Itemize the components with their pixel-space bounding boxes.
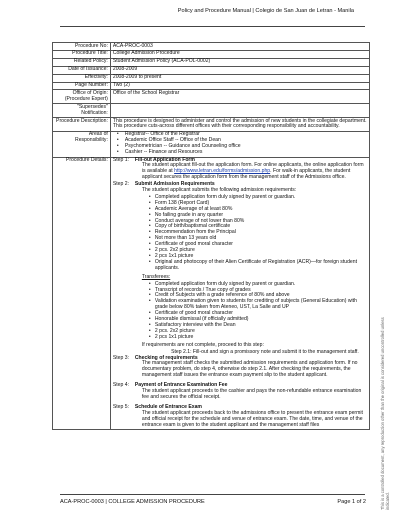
field-row [53,90,370,104]
field-value: Office of the School Registrar [110,90,369,104]
list-item: • Registrar-- Office of the Registrar [117,132,367,138]
field-row [53,66,370,74]
field-value: Two (2) [110,82,369,90]
field-value: 2008-2009 to present [110,74,369,82]
field-row [53,82,370,90]
list-item: • Certificate of good moral character [149,242,367,248]
list-item: • Academic Office Staff -- Office of the Dean [117,138,367,144]
procedure-step [111,182,369,355]
list-item: • Credit of Subjects with a grade reference of 80% and above [149,293,367,299]
step-number: Step 4: [112,382,130,389]
field-value: College Admission Procedure [110,50,369,58]
procedure-table [52,42,370,430]
step-text: The student applicant submits the following admission requirements: [141,187,297,194]
step-title: Payment of Entrance Examination Fee [134,382,228,389]
list-item: • Cashier -- Finance and Resources [117,150,367,156]
list-item: • Certificate of good moral character [149,311,367,317]
step-number: Step 2: [112,181,130,188]
list-item: • Original and photocopy of their Alien Certificate of Registration (ACR)—for foreign student applicants. [149,260,367,272]
list-item: • Recommendation from the Principal [149,230,367,236]
step-text: If requirements are not complete, proceed to this step: [141,341,264,348]
step-text: The student applicant proceeds to the cashier and pays the non-refundable entrance examination fee and secures the official receipt. [141,388,362,400]
list-item: • Conduct average of not lower than 80% [149,219,367,225]
list-item: • Copy of birth/baptismal certificate [149,224,367,230]
list-item: • 2 pcs. 2x2 picture [149,329,367,335]
field-row [53,58,370,66]
list-item: • Transcript of records / True copy of grades [149,288,367,294]
field-label: Procedure Title: [53,50,111,58]
step-title: Submit Admission Requirements [134,181,215,188]
list-item: • 2 pcs 1x1 picture [149,335,367,341]
field-value: This procedure is designed to administer and control the admission of new students in the collegiate department. This procedure cuts-across different offices with their corresponding responsibility and accountability. [110,118,369,132]
step-title: Fill-out Application Form [134,156,195,163]
list-item: • Validation examination given to students for crediting of subjects (General Education) with grade below 80% taken from Ateneo, UST, La Salle and UP [149,299,367,311]
field-value [110,104,369,118]
list-item: • Honorable dismissal (if officially admitted) [149,317,367,323]
procedure-step [111,383,369,402]
list-item: • Not more than 13 years old [149,236,367,242]
step-number: Step 1: [112,156,130,163]
field-label: Procedure Details: [53,157,111,430]
details-row [53,157,370,430]
field-row [53,104,370,118]
list-item: • Completed application form duly signed by parent or guardian. [149,282,367,288]
field-label: Date of Issuance: [53,66,111,74]
step-title: Checking of requirements [134,354,198,361]
admission-form-link[interactable]: http://www.letran.edu/forms/admission.php [174,168,271,175]
footer-document-id: ACA-PROC-0003 | COLLEGE ADMISSION PROCEDURE [60,499,205,505]
list-item: • 2 pcs. 2x2 picture [149,248,367,254]
field-label: Related Policy: [53,58,111,66]
step-text: The student applicant fill-out the application form. For online applicants, the online application form is available at http://www.letran.edu/forms/admission.php. For walk-in applicants, the student applicant secures the application form from the management staff of the Admissions office. [141,162,364,181]
step-note: Step 2.1: Fill-out and sign a promissory note and submit it to the management staff. [171,348,359,355]
field-label: Procedure Description: [53,118,111,132]
list-item: • Form 138 (Report Card) [149,201,367,207]
field-row [53,43,370,51]
list-item: • Completed application form duly signed by parent or guardian. [149,195,367,201]
page-header: Policy and Procedure Manual | Colegio de San Juan de Letran - Manila [177,8,354,14]
step-number: Step 3: [112,354,130,361]
details-content [110,157,369,430]
list-item: • 2 pcs 1x1 picture [149,254,367,260]
field-value [110,131,369,157]
step-text: The management staff checks the submitted admission requirements and application form. If no documentary problem, do step 4, otherwise do step 2.1. After checking the requirements, the management staff issues the entrance exam payment slip to the student applicant. [141,360,358,379]
field-row [53,118,370,132]
procedure-step [111,158,369,183]
procedure-step [111,356,369,381]
header-rule [60,26,365,27]
list-item: • No failing grade in any quarter [149,213,367,219]
responsibility-list [113,132,367,156]
step-number: Step 5: [112,403,130,410]
footer-rule [60,494,365,495]
list-item: • Satisfactory interview with the Dean [149,323,367,329]
requirements-list [135,195,367,272]
controlled-document-note: This is a controlled document, any reproduction other than the original is considered uncontrolled unless indicated. [380,317,390,510]
footer-page-number: Page 1 of 2 [337,499,366,505]
transferees-list [135,282,367,341]
step-text: The student applicant proceeds back to the admissions office to present the entrance exam permit and official receipt for the schedule and venue of entrance exam. The date, time, and venue of the entrance exam is given to the student applicant and the management staff files [141,409,363,428]
field-label: Procedure No: [53,43,111,51]
field-row [53,50,370,58]
field-value: 2008-2009 [110,66,369,74]
list-item: • Academic Average of at least 80% [149,207,367,213]
transferees-heading: Transferees: [141,273,171,280]
field-value: Student Admission Policy (ACA-POL-0002) [110,58,369,66]
field-label: Areas of Responsibility: [53,131,111,157]
field-value: ACA-PROC-0003 [110,43,369,51]
step-title: Schedule of Entrance Exam [134,403,202,410]
procedure-step [111,405,369,430]
field-label: Page Number: [53,82,111,90]
responsibility-row [53,131,370,157]
field-label: Office of Origin: (Procedure Expert) [53,90,111,104]
field-row [53,74,370,82]
list-item: • Psychometrician -- Guidance and Counseling office [117,144,367,150]
field-label: Effectivity: [53,74,111,82]
field-label: "Supersedes" Notification: [53,104,111,118]
